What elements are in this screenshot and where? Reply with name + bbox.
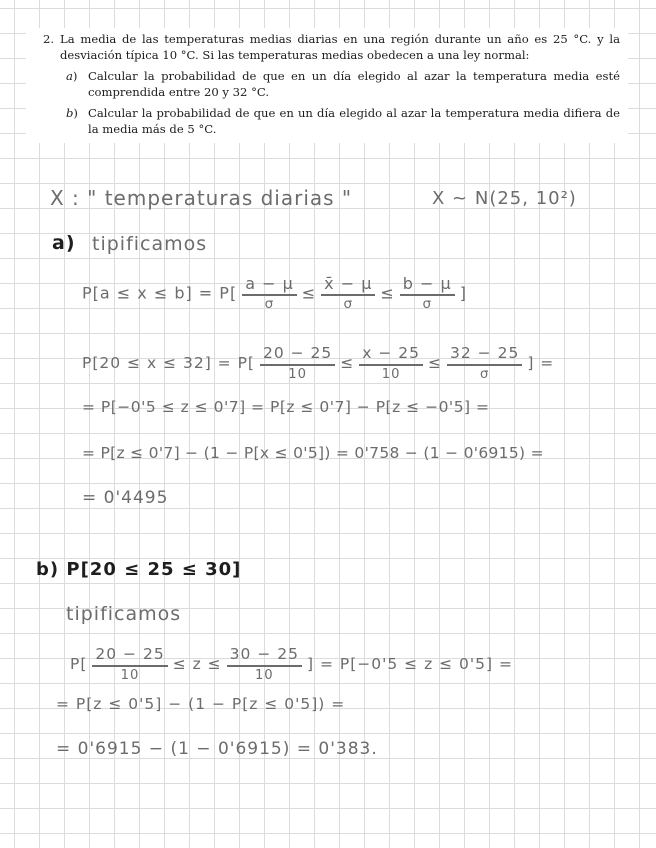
part-a-step: tipificamos bbox=[92, 233, 208, 255]
problem-text: La media de las temperaturas medias diarias en una región durante un año es 25 °C. y la desviación típica 10 °C. Si las temperaturas medias obedecen a una ley normal: bbox=[60, 32, 620, 62]
problem-item-b: b) Calcular la probabilidad de que en un día elegido al azar la temperatura media difiera de la media más de 5 °C. bbox=[66, 106, 620, 136]
problem-number: 2. bbox=[42, 32, 54, 46]
item-b-text: Calcular la probabilidad de que en un día elegido al azar la temperatura media difiera de la media más de 5 °C. bbox=[88, 106, 620, 136]
part-b-line-1: P[ $\frac{20 - 25}{10}$ ≤ z ≤ $\frac{30 - 25}{10}$ ] = P[−0'5 ≤ z ≤ 0'5] = bbox=[70, 645, 513, 683]
part-a-line-1: P[20 ≤ x ≤ 32] = P[ $\frac{20 - 25}{10}$ ≤ $\frac{x - 25}{10}$ ≤ $\frac{32 - 25}{\sigma}$ ] = bbox=[82, 344, 555, 382]
part-b-line-2: = P[z ≤ 0'5] − (1 − P[z ≤ 0'5]) = bbox=[56, 695, 346, 713]
variable-definition: X : " temperaturas diarias " bbox=[50, 186, 353, 210]
part-b-header: b) P[20 ≤ 25 ≤ 30] bbox=[36, 559, 242, 580]
standardization-formula: P[a ≤ x ≤ b] = P[ $\frac{a - \mu}{\sigma}$ ≤ $\frac{x̄ - \mu}{\sigma}$ ≤ $\frac{b - \mu}{\sigma}$ ] bbox=[82, 274, 467, 312]
problem-statement bbox=[26, 28, 628, 143]
distribution-notation: X ~ N(25, 10²) bbox=[432, 188, 577, 209]
item-a-text: Calcular la probabilidad de que en un día elegido al azar la temperatura media esté comprendida entre 20 y 32 °C. bbox=[88, 69, 620, 99]
part-a-line-3: = P[z ≤ 0'7] − (1 − P[x ≤ 0'5]) = 0'758 − (1 − 0'6915) = bbox=[82, 444, 544, 462]
item-a-label: a bbox=[66, 69, 73, 83]
problem-item-a: a) Calcular la probabilidad de que en un día elegido al azar la temperatura media esté comprendida entre 20 y 32 °C. bbox=[66, 69, 620, 99]
part-a-result: = 0'4495 bbox=[82, 488, 169, 508]
item-b-label: b bbox=[66, 106, 74, 120]
part-b-line-3: = 0'6915 − (1 − 0'6915) = 0'383. bbox=[56, 739, 378, 759]
part-a-line-2: = P[−0'5 ≤ z ≤ 0'7] = P[z ≤ 0'7] − P[z ≤ −0'5] = bbox=[82, 398, 490, 416]
part-b-step: tipificamos bbox=[66, 603, 182, 625]
part-a-label: a) bbox=[52, 232, 76, 254]
